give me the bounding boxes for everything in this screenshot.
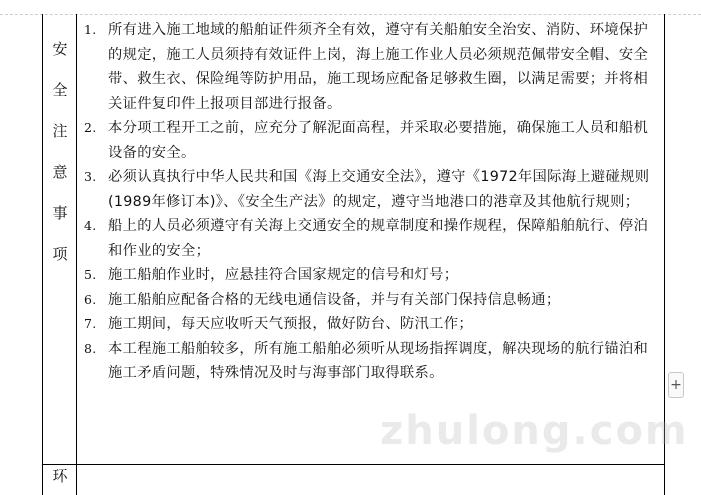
item-number: 2. [84,120,97,135]
section-label-vertical [43,42,77,288]
safety-items-list [77,18,665,386]
section-label-char: 安 [52,40,68,58]
section-label-char: 意 [52,163,68,181]
list-item [77,165,665,214]
list-item [77,288,665,313]
list-item [77,116,665,165]
item-number: 1. [84,22,97,37]
item-number: 8. [84,340,97,356]
item-text: 所有进入施工地域的船舶证件须齐全有效，遵守有关船舶安全治安、消防、环境保护的规定，施工人员须持有效证件上岗，海上施工作业人员必须规范佩带安全帽、安全带、救生衣、保险绳等防护用品，施工现场应配备足够救生圈，以满足需要；并将相关证件复印件上报项目部进行报备。 [108,22,649,112]
next-section-label-char: 环 [52,467,68,485]
item-text: 施工船舶应配备合格的无线电通信设备，并与有关部门保持信息畅通； [108,291,561,308]
item-text: 本工程施工船舶较多，所有施工船舶必须听从现场指挥调度，解决现场的航行锚泊和施工矛盾问题，特殊情况及时与海事部门取得联系。 [108,340,649,381]
item-text: 施工船舶作业时，应悬挂符合国家规定的信号和灯号； [108,267,459,283]
section-label-cell [42,14,77,464]
item-number: 6. [84,291,97,307]
list-item [77,18,665,116]
page-top-dashed-rule [0,0,701,15]
section-label-char: 全 [52,81,68,99]
item-number: 7. [84,316,97,331]
item-number: 3. [84,169,97,184]
item-number: 5. [84,267,97,282]
item-number: 4. [84,218,97,233]
item-text: 本分项工程开工之前，应充分了解泥面高程，并采取必要措施，确保施工人员和船机设备的安全。 [108,120,649,161]
next-section-label-cell [42,465,77,495]
watermark: zhulong.com [380,408,689,454]
section-label-char: 注 [52,122,68,140]
list-item [77,337,665,386]
item-text: 必须认真执行中华人民共和国《海上交通安全法》，遵守《1972年国际海上避碰规则(1989年修订本)》、《安全生产法》的规定，遵守当地港口的港章及其他航行规则； [108,169,650,210]
section-label-char: 事 [52,204,68,222]
section-content-cell[interactable] [77,14,665,464]
add-row-button[interactable]: + [668,372,684,398]
section-label-char: 项 [52,245,68,263]
item-text: 施工期间，每天应收听天气预报，做好防台、防汛工作； [108,316,473,332]
item-text: 船上的人员必须遵守有关海上交通安全的规章制度和操作规程，保障船舶航行、停泊和作业的安全； [108,218,649,259]
next-section-content-cell[interactable] [77,465,665,495]
list-item [77,263,665,288]
list-item [77,214,665,263]
list-item [77,312,665,337]
